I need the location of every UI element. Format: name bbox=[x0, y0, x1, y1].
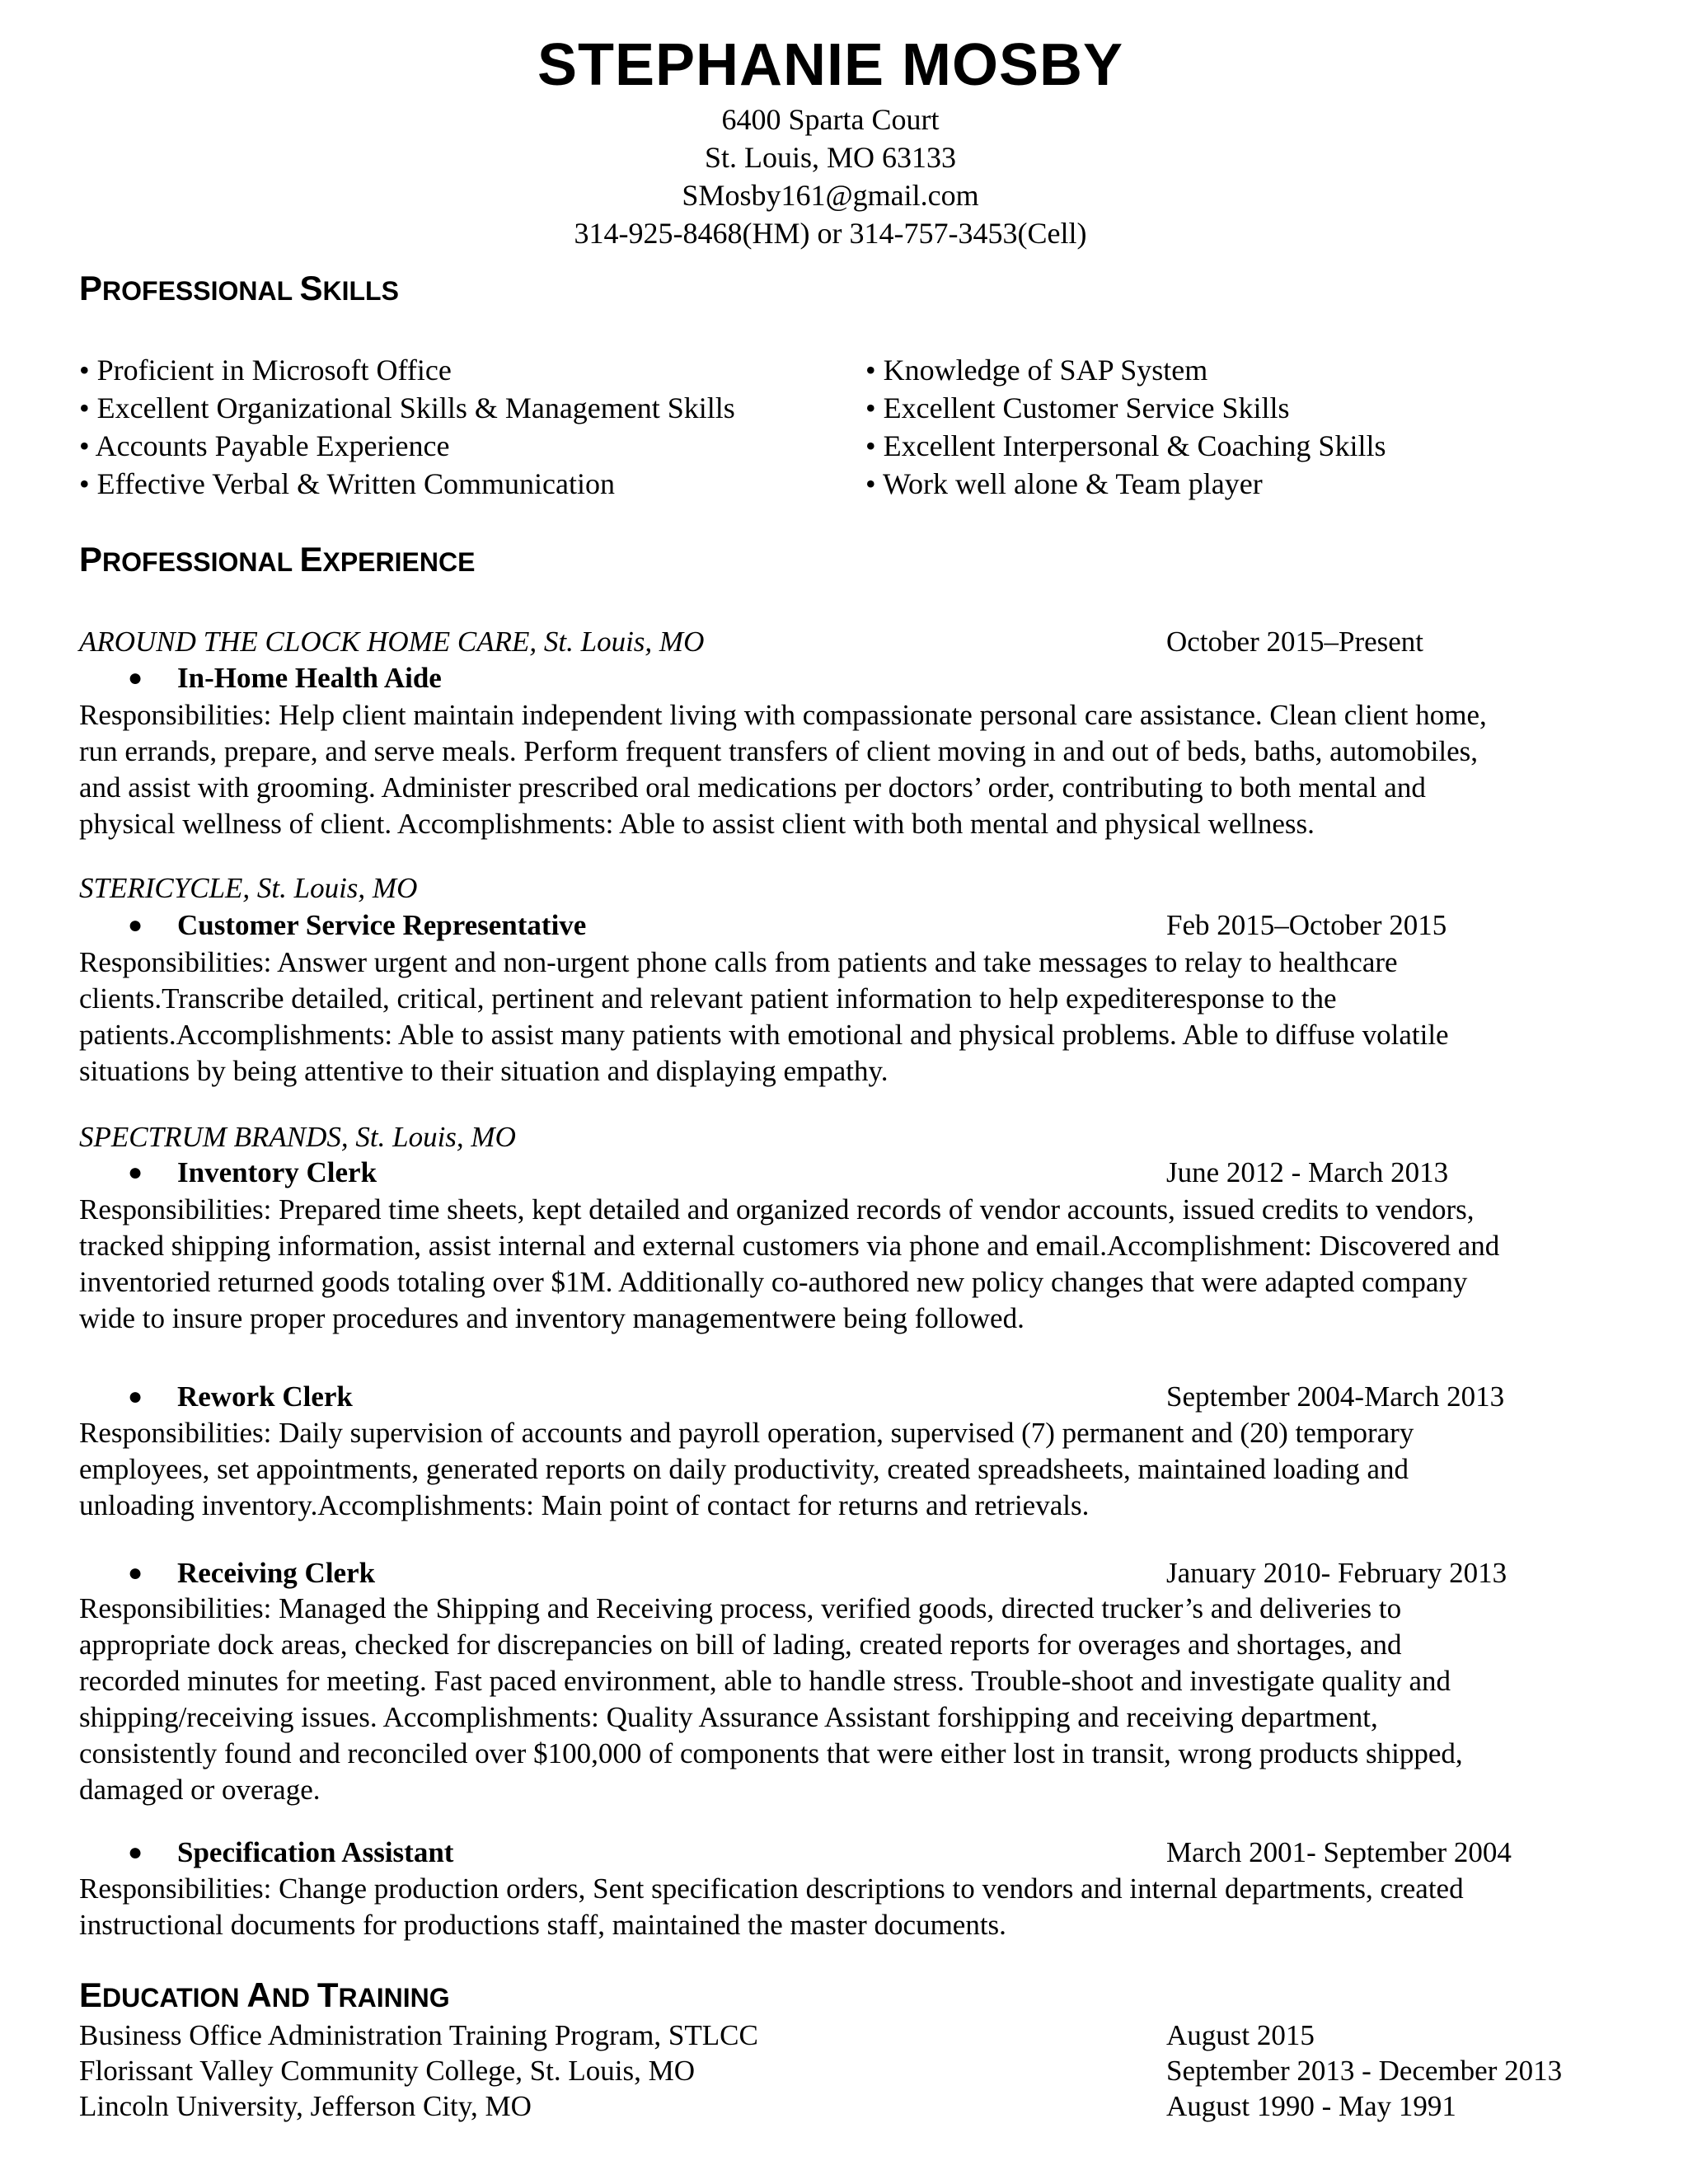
job-dates: June 2012 - March 2013 bbox=[1166, 1156, 1449, 1188]
job-description: Responsibilities: Managed the Shipping and Receiving process, verified goods, directed trucker’s and deliveries to appropriate dock areas, checked for discrepancies on bill of lading, created reports for overages and shortages, and recorded minutes for meeting. Fast paced environment, able to handle stress. Trouble-shoot and investigate quality and shipping/receiving issues. Accomplishments: Quality Assurance Assistant forshipping and receiving department, consistently found and reconciled over $100,000 of components that were either lost in transit, wrong products shipped, damaged or overage. bbox=[79, 1592, 1463, 1806]
bullet-icon: ● bbox=[128, 912, 143, 939]
education-dates: September 2013 - December 2013 bbox=[1166, 2055, 1563, 2087]
job-dates: Feb 2015–October 2015 bbox=[1166, 909, 1447, 941]
job-role: Customer Service Representative bbox=[177, 909, 587, 941]
company-name: AROUND THE CLOCK HOME CARE, St. Louis, MO bbox=[79, 626, 705, 658]
job-role: Receiving Clerk bbox=[177, 1557, 376, 1589]
skills-heading: PROFESSIONAL SKILLS bbox=[79, 269, 399, 307]
job-role: Inventory Clerk bbox=[177, 1156, 377, 1188]
education-school: Florissant Valley Community College, St. Louis, MO bbox=[79, 2055, 696, 2087]
experience-heading: PROFESSIONAL EXPERIENCE bbox=[79, 540, 476, 579]
email: SMosby161@gmail.com bbox=[682, 179, 979, 212]
education-school: Business Office Administration Training Program, STLCC bbox=[79, 2019, 758, 2051]
job-description: Responsibilities: Change production orders, Sent specification descriptions to vendors and internal departments, created instructional documents for productions staff, maintained the master documents. bbox=[79, 1872, 1464, 1941]
bullet-icon: ● bbox=[128, 1839, 143, 1866]
job-dates: March 2001- September 2004 bbox=[1166, 1836, 1512, 1868]
candidate-name: STEPHANIE MOSBY bbox=[537, 32, 1124, 98]
bullet-icon: ● bbox=[128, 1383, 143, 1410]
skill-item: • Excellent Customer Service Skills bbox=[865, 391, 1290, 424]
bullet-icon: ● bbox=[128, 1159, 143, 1186]
job-description: Responsibilities: Prepared time sheets, kept detailed and organized records of vendor accounts, issued credits to vendors, tracked shipping information, assist internal and external customers via phone and email.Accomplishment: Discovered and inventoried returned goods totaling over $1M. Additionally co-authored new policy changes that were adapted company wide to insure proper procedures and inventory managementwere being followed. bbox=[79, 1193, 1500, 1334]
bullet-icon: ● bbox=[128, 1559, 143, 1586]
job-description: Responsibilities: Answer urgent and non-urgent phone calls from patients and take messages to relay to healthcare clients.Transcribe detailed, critical, pertinent and relevant patient information to help expediteresponse to the patients.Accomplishments: Able to assist many patients with emotional and physical problems. Able to diffuse volatile situations by being attentive to their situation and displaying empathy. bbox=[79, 946, 1449, 1087]
job-role: Rework Clerk bbox=[177, 1380, 353, 1413]
bullet-icon: ● bbox=[128, 664, 143, 691]
company-name: SPECTRUM BRANDS, St. Louis, MO bbox=[79, 1121, 516, 1153]
job-role: Specification Assistant bbox=[177, 1836, 454, 1868]
phone-numbers: 314-925-8468(HM) or 314-757-3453(Cell) bbox=[574, 217, 1087, 250]
education-school: Lincoln University, Jefferson City, MO bbox=[79, 2090, 532, 2122]
job-role: In-Home Health Aide bbox=[177, 662, 442, 694]
skill-item: • Excellent Interpersonal & Coaching Skills bbox=[865, 429, 1386, 462]
job-dates: October 2015–Present bbox=[1166, 626, 1424, 658]
job-dates: January 2010- February 2013 bbox=[1166, 1557, 1507, 1589]
skill-item: • Excellent Organizational Skills & Management Skills bbox=[79, 391, 735, 424]
skill-item: • Effective Verbal & Written Communication bbox=[79, 467, 616, 500]
skill-item: • Proficient in Microsoft Office bbox=[79, 354, 452, 387]
company-name: STERICYCLE, St. Louis, MO bbox=[79, 872, 418, 904]
job-description: Responsibilities: Help client maintain independent living with compassionate personal care assistance. Clean client home, run errands, prepare, and serve meals. Perform frequent transfers of client moving in and out of beds, baths, automobiles, and assist with grooming. Administer prescribed oral medications per doctors’ order, contributing to both mental and physical wellness of client. Accomplishments: Able to assist client with both mental and physical wellness. bbox=[79, 699, 1487, 840]
job-dates: September 2004-March 2013 bbox=[1166, 1380, 1505, 1413]
address-line-1: 6400 Sparta Court bbox=[721, 103, 940, 136]
address-line-2: St. Louis, MO 63133 bbox=[704, 141, 957, 174]
education-dates: August 2015 bbox=[1166, 2019, 1315, 2051]
education-heading: EDUCATION AND TRAINING bbox=[79, 1975, 450, 2014]
job-description: Responsibilities: Daily supervision of accounts and payroll operation, supervised (7) permanent and (20) temporary employees, set appointments, generated reports on daily productivity, created spreadsheets, maintained loading and unloading inventory.Accomplishments: Main point of contact for returns and retrievals. bbox=[79, 1417, 1414, 1521]
education-dates: August 1990 - May 1991 bbox=[1166, 2090, 1456, 2122]
skill-item: • Knowledge of SAP System bbox=[865, 354, 1208, 387]
skill-item: • Work well alone & Team player bbox=[865, 467, 1263, 500]
skill-item: • Accounts Payable Experience bbox=[79, 429, 450, 462]
